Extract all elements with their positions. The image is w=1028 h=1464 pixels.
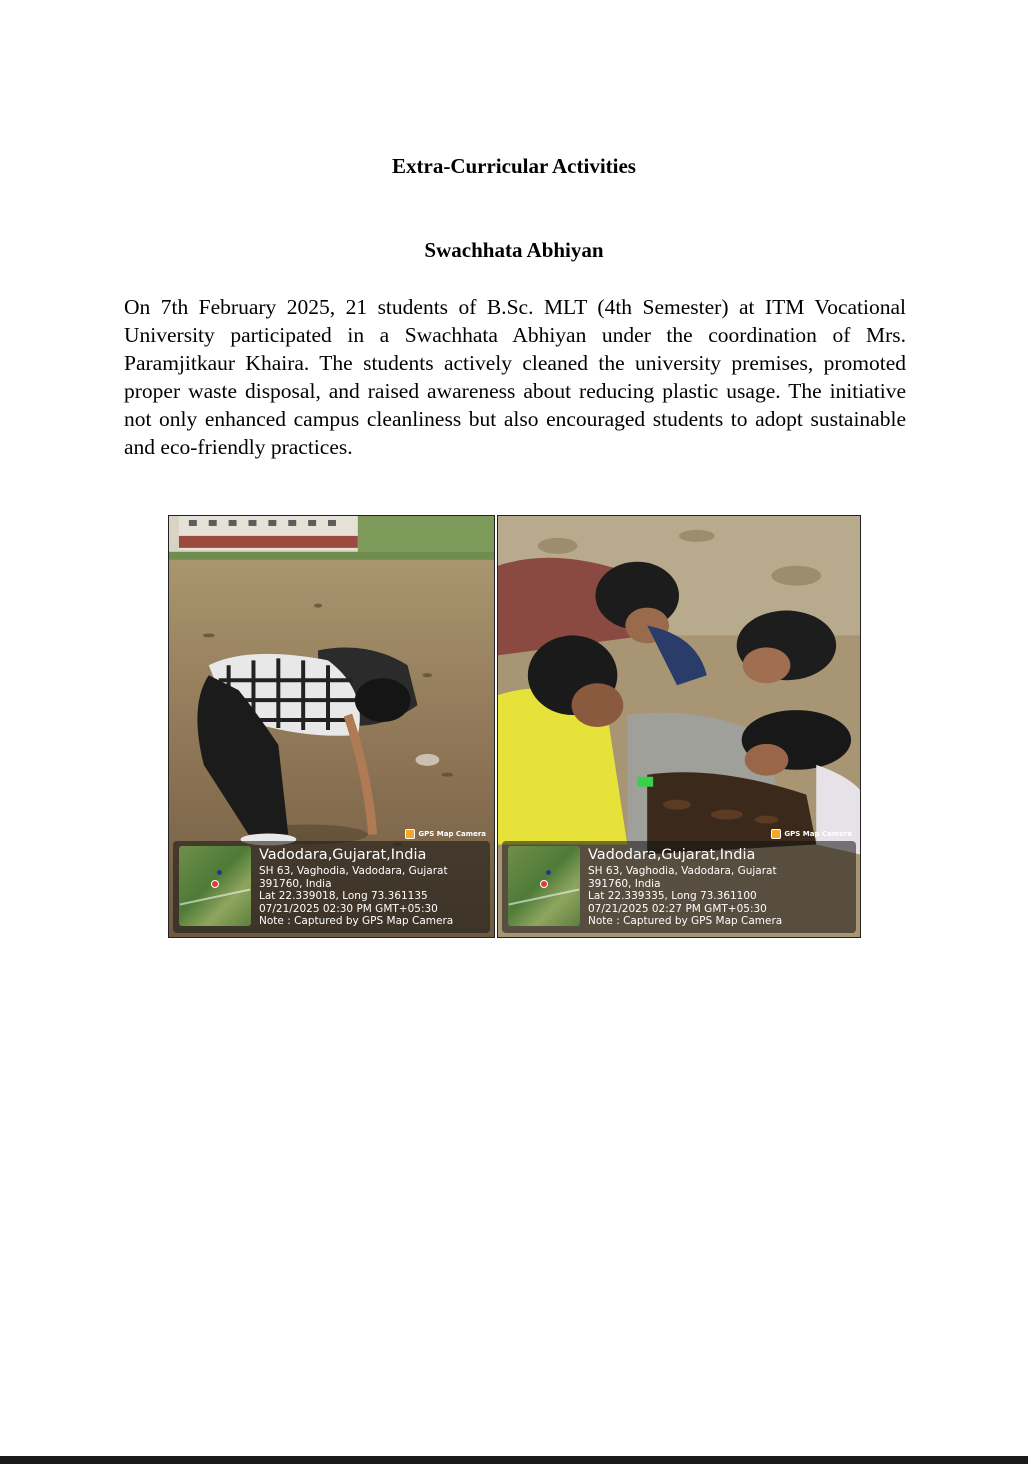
gps-overlay <box>502 841 856 933</box>
activity-photo-right <box>497 515 861 938</box>
activity-description: On 7th February 2025, 21 students of B.Sc. MLT (4th Semester) at ITM Vocational University participated in a Swachhata Abhiyan under the coordination of Mrs. Paramjitkaur Khaira. The students actively cleaned the university premises, promoted proper waste disposal, and raised awareness about reducing plastic usage. The initiative not only enhanced campus cleanliness but also encouraged students to adopt sustainable and eco-friendly practices. <box>124 295 906 459</box>
page-title: Extra-Curricular Activities <box>392 154 636 178</box>
gps-camera-brand <box>405 829 486 839</box>
gps-datetime: 07/21/2025 02:30 PM GMT+05:30 <box>259 902 438 915</box>
map-pin-icon <box>540 880 548 888</box>
gps-note: Note : Captured by GPS Map Camera <box>588 915 783 927</box>
camera-logo-icon <box>405 829 415 839</box>
gps-city: Vadodara,Gujarat,India <box>259 847 427 863</box>
camera-logo-icon <box>771 829 781 839</box>
map-road <box>180 889 251 906</box>
gps-coordinates: Lat 22.339018, Long 73.361135 <box>259 890 428 902</box>
section-title: Swachhata Abhiyan <box>424 238 604 262</box>
gps-details <box>259 846 453 928</box>
gps-address-line-1: SH 63, Vaghodia, Vadodara, Gujarat <box>259 865 448 877</box>
gps-address-line-1: SH 63, Vaghodia, Vadodara, Gujarat <box>588 865 777 877</box>
map-thumbnail <box>508 846 580 926</box>
gps-overlay <box>173 841 490 933</box>
page-bottom-border <box>0 1456 1028 1464</box>
gps-address-line-2: 391760, India <box>588 877 661 890</box>
gps-brand-label: GPS Map Camera <box>784 830 852 838</box>
map-location-dot <box>217 870 222 875</box>
map-location-dot <box>546 870 551 875</box>
map-road <box>509 889 580 906</box>
gps-coordinates: Lat 22.339335, Long 73.361100 <box>588 890 757 902</box>
activity-photo-left <box>168 515 495 938</box>
gps-note: Note : Captured by GPS Map Camera <box>259 915 454 927</box>
gps-details <box>588 846 782 928</box>
gps-camera-brand <box>771 829 852 839</box>
gps-city: Vadodara,Gujarat,India <box>588 847 756 863</box>
map-pin-icon <box>211 880 219 888</box>
gps-brand-label: GPS Map Camera <box>418 830 486 838</box>
gps-datetime: 07/21/2025 02:27 PM GMT+05:30 <box>588 902 767 915</box>
gps-address-line-2: 391760, India <box>259 877 332 890</box>
map-thumbnail <box>179 846 251 926</box>
